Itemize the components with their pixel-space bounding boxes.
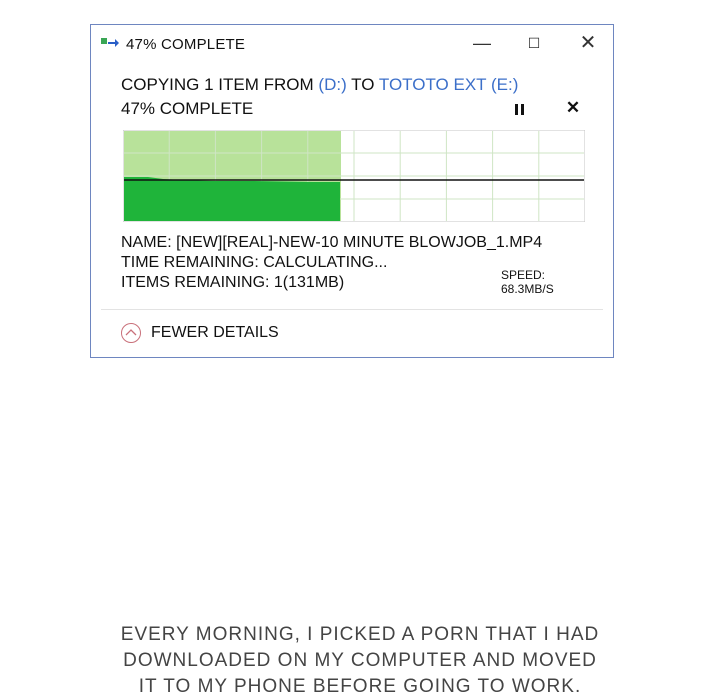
maximize-button[interactable]: ☐ <box>527 35 541 51</box>
progress-status: 47% COMPLETE <box>121 99 254 118</box>
pause-icon-bar-right <box>521 104 524 115</box>
fewer-details-label: FEWER DETAILS <box>151 324 279 341</box>
pause-icon-bar-left <box>515 104 518 115</box>
speed-area <box>124 177 340 221</box>
transfer-details <box>121 233 542 293</box>
title-bar[interactable] <box>91 25 613 63</box>
file-name: NAME: [NEW][REAL]-NEW-10 MINUTE BLOWJOB_1.MP4 <box>121 234 543 251</box>
divider <box>101 309 603 310</box>
time-remaining: TIME REMAINING: CALCULATING... <box>121 254 388 271</box>
copy-to-word: TO <box>346 75 379 94</box>
comic-caption <box>60 622 660 700</box>
stop-button[interactable]: ✕ <box>565 98 581 117</box>
copy-icon <box>101 37 119 49</box>
items-remaining: ITEMS REMAINING: 1(131MB) <box>121 274 345 291</box>
caption-line: EVERY MORNING, I PICKED A PORN THAT I HAD <box>120 624 600 645</box>
window-title: 47% COMPLETE <box>126 36 246 53</box>
copy-prefix: COPYING 1 ITEM FROM <box>121 75 319 94</box>
copy-dialog <box>90 24 614 358</box>
caption-line: DOWNLOADED ON MY COMPUTER AND MOVED <box>123 650 597 671</box>
source-link[interactable]: (D:) <box>318 75 347 94</box>
copy-description <box>121 75 518 95</box>
destination-link[interactable]: TOTOTO EXT (E:) <box>378 75 519 94</box>
caption-line: IT TO MY PHONE BEFORE GOING TO WORK. <box>138 676 582 697</box>
chevron-up-icon <box>121 323 141 343</box>
speed-label: SPEED: 68.3MB/S <box>499 268 585 296</box>
speed-graph-svg <box>123 130 585 222</box>
minimize-button[interactable]: — <box>473 33 491 53</box>
pause-button[interactable] <box>511 101 529 119</box>
close-button[interactable]: ✕ <box>579 32 597 54</box>
